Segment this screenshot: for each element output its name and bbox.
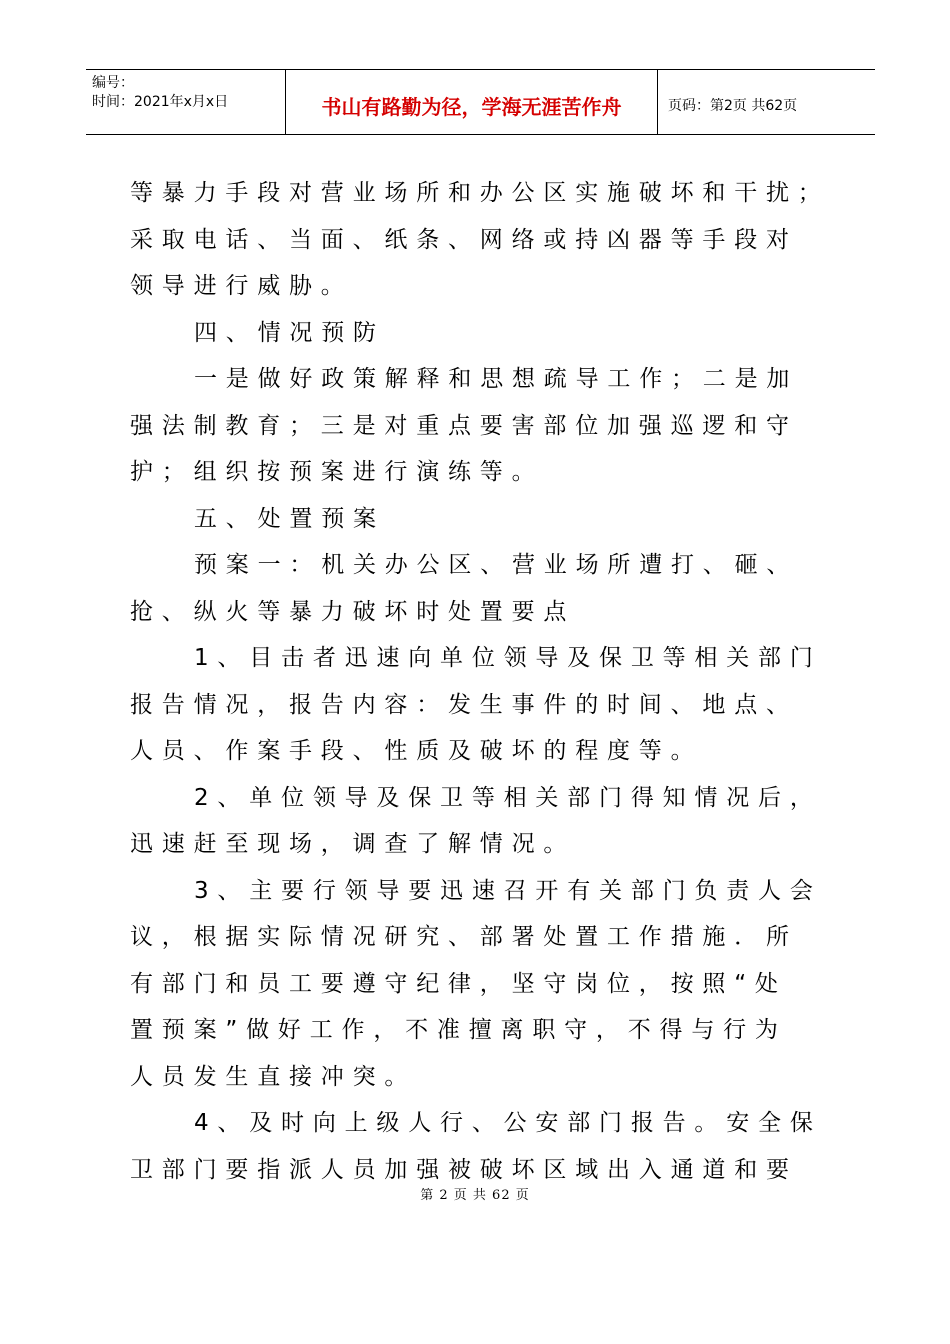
section-heading: 五、处置预案 — [194, 505, 385, 532]
body-line: 等暴力手段对营业场所和办公区实施破坏和干扰； — [130, 180, 830, 206]
body-line: 人员、作案手段、性质及破坏的程度等。 — [130, 738, 703, 764]
document-body — [130, 170, 830, 1193]
body-line: 强法制教育；三是对重点要害部位加强巡逻和守 — [130, 412, 798, 439]
code-label: 编号： — [92, 75, 134, 91]
body-line: 3、主要行领导要迅速召开有关部门负责人会 — [194, 877, 822, 904]
body-line: 有部门和员工要遵守纪律，坚守岗位，按照“处 — [130, 970, 787, 997]
time-label: 时间：2021年x月x日 — [92, 94, 229, 110]
document-header — [86, 69, 875, 135]
body-line: 护；组织按预案进行演练等。 — [130, 459, 544, 485]
page-footer: 第 2 页 共 62 页 — [420, 1188, 530, 1203]
body-line: 预案一：机关办公区、营业场所遭打、砸、 — [194, 552, 799, 578]
body-line: 人员发生直接冲突。 — [130, 1063, 417, 1090]
body-line: 议，根据实际情况研究、部署处置工作措施．所 — [130, 924, 798, 950]
body-line: 置预案”做好工作，不准擅离职守，不得与行为 — [130, 1017, 787, 1043]
section-heading: 四、情况预防 — [194, 319, 385, 346]
body-line: 2、单位领导及保卫等相关部门得知情况后， — [194, 784, 822, 811]
body-line: 报告情况，报告内容：发生事件的时间、地点、 — [130, 691, 798, 718]
body-line: 采取电话、当面、纸条、网络或持凶器等手段对 — [130, 226, 798, 253]
body-line: 4、及时向上级人行、公安部门报告。安全保 — [194, 1110, 822, 1136]
body-line: 抢、纵火等暴力破坏时处置要点 — [130, 598, 576, 625]
body-line: 1、目击者迅速向单位领导及保卫等相关部门 — [194, 645, 822, 671]
body-line: 领导进行威胁。 — [130, 273, 353, 299]
header-motto: 书山有路勤为径，学海无涯苦作舟 — [286, 70, 658, 134]
header-page-info: 页码：第2页 共62页 — [668, 98, 798, 114]
body-line: 迅速赶至现场，调查了解情况。 — [130, 831, 576, 857]
body-line: 一是做好政策解释和思想疏导工作；二是加 — [194, 366, 799, 392]
body-line: 卫部门要指派人员加强被破坏区域出入通道和要 — [130, 1156, 798, 1183]
header-meta — [86, 70, 286, 134]
